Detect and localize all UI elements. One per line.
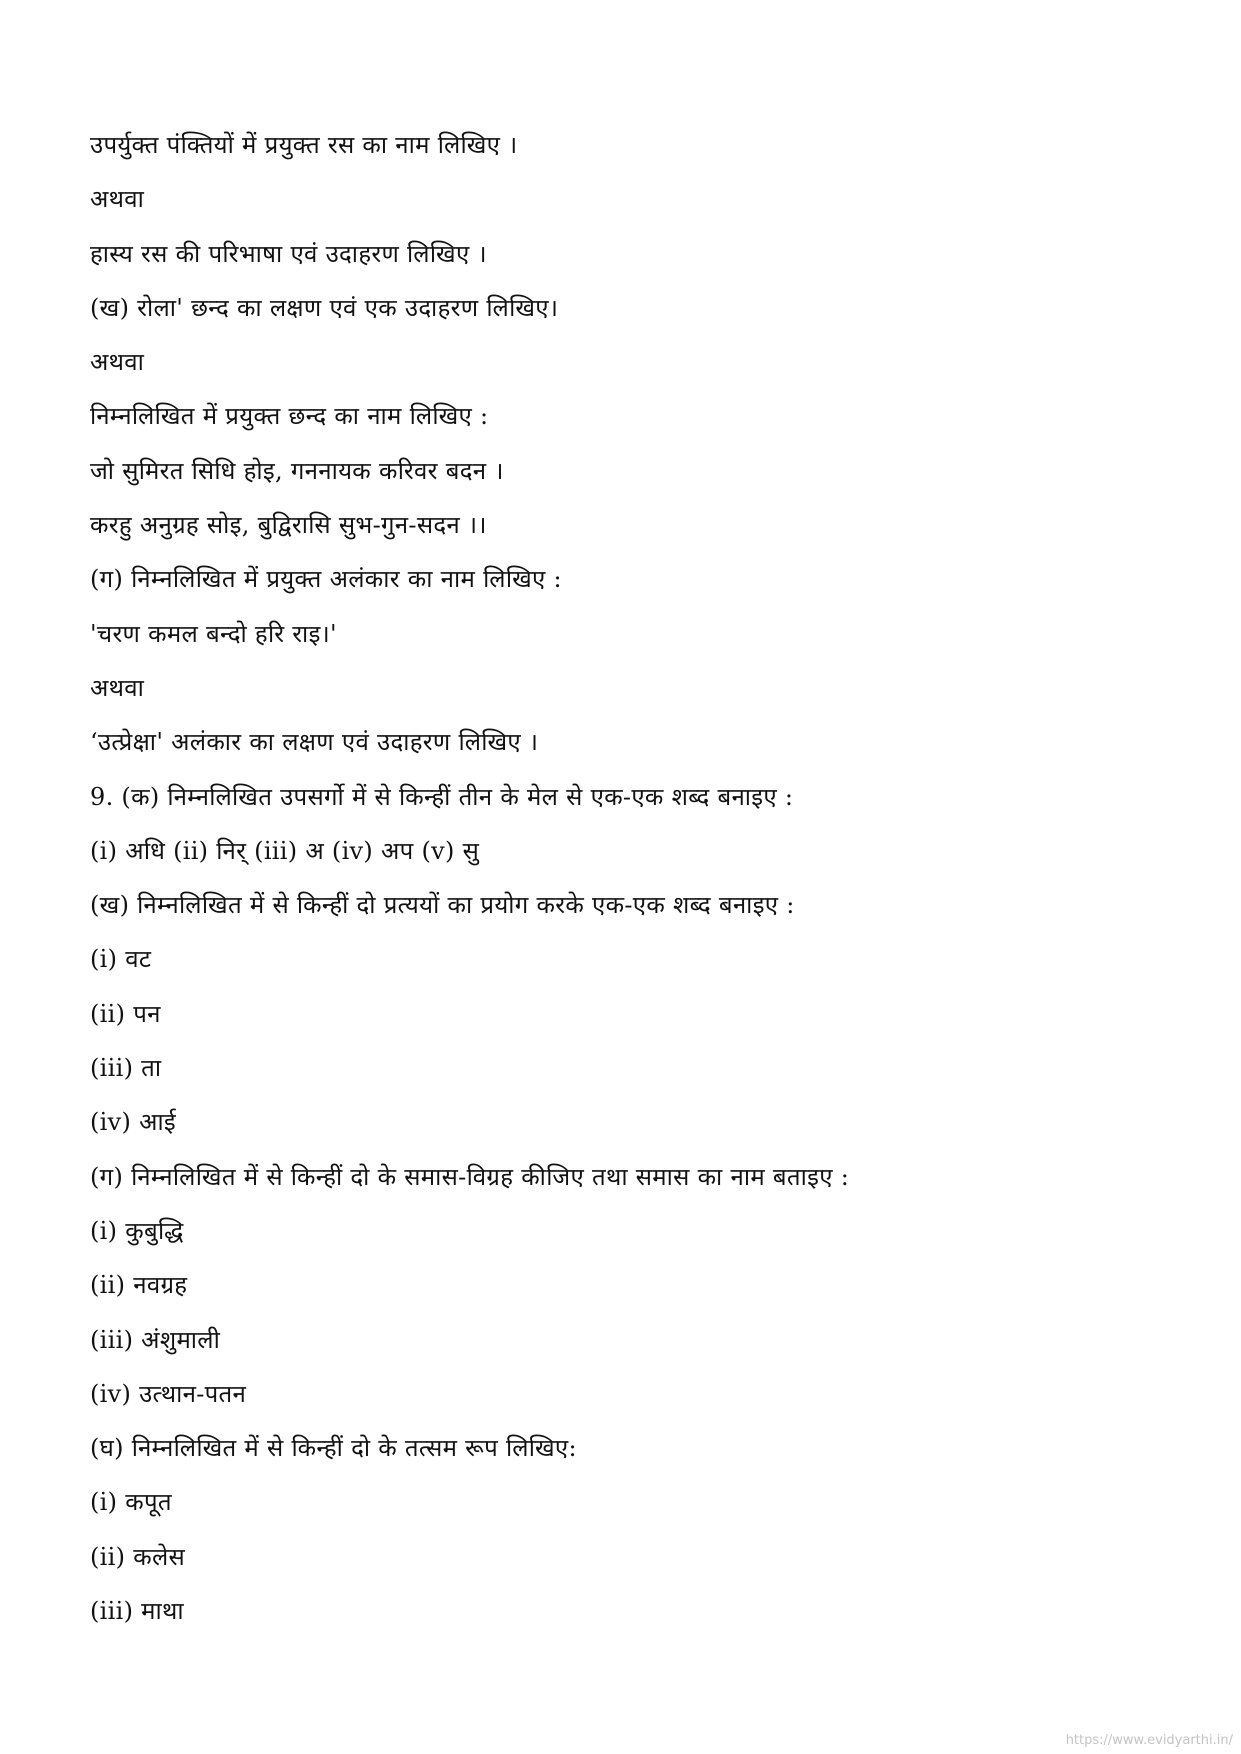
text-line: (i) कुबुद्धि — [90, 1216, 184, 1245]
text-line: (i) वट — [90, 945, 152, 974]
text-line: (ii) कलेस — [90, 1542, 186, 1571]
text-line: ‘उत्प्रेक्षा' अलंकार का लक्षण एवं उदाहरण लिखिए । — [90, 728, 539, 757]
question-text-lines — [90, 118, 1190, 1638]
text-line: उपर्युक्त पंक्तियों में प्रयुक्त रस का नाम लिखिए । — [90, 131, 518, 159]
text-line: (घ) निम्नलिखित में से किन्हीं दो के तत्सम रूप लिखिए: — [90, 1434, 577, 1463]
text-line: अथवा — [90, 185, 145, 214]
text-line: (ग) निम्नलिखित में प्रयुक्त अलंकार का नाम लिखिए : — [90, 565, 562, 594]
text-line: 9. (क) निम्नलिखित उपसर्गो में से किन्हीं तीन के मेल से एक-एक शब्द बनाइए : — [90, 782, 794, 811]
text-line: (iii) ता — [90, 1054, 162, 1083]
watermark-url: https://www.evidyarthi.in/ — [1065, 1733, 1233, 1748]
text-line: (iv) उत्थान-पतन — [90, 1379, 247, 1408]
text-line: (ख) रोला' छन्द का लक्षण एवं एक उदाहरण लिखिए। — [90, 293, 559, 322]
text-line: (iii) अंशुमाली — [90, 1325, 221, 1354]
text-line: (ii) नवग्रह — [90, 1271, 188, 1300]
text-line: निम्नलिखित में प्रयुक्त छन्द का नाम लिखिए : — [90, 402, 489, 431]
text-line: (i) कपूत — [90, 1488, 172, 1517]
text-line: हास्य रस की परिभाषा एवं उदाहरण लिखिए । — [90, 239, 487, 268]
text-line: (iii) माथा — [90, 1597, 184, 1626]
text-line: (iv) आई — [90, 1108, 177, 1137]
text-line: जो सुमिरत सिधि होइ, गननायक करिवर बदन । — [90, 456, 504, 485]
text-line: 'चरण कमल बन्दो हरि राइ।' — [90, 619, 337, 648]
text-line: अथवा — [90, 348, 145, 377]
text-line: करहु अनुग्रह सोइ, बुद्विरासि सुभ-गुन-सदन ।। — [90, 511, 487, 540]
text-line: (i) अधि (ii) निर् (iii) अ (iv) अप (v) सु — [90, 836, 480, 865]
text-line: (ग) निम्नलिखित में से किन्हीं दो के समास-विग्रह कीजिए तथा समास का नाम बताइए : — [90, 1162, 850, 1191]
text-line: अथवा — [90, 673, 145, 702]
text-line: (ii) पन — [90, 999, 161, 1028]
text-line: (ख) निम्नलिखित में से किन्हीं दो प्रत्ययों का प्रयोग करके एक-एक शब्द बनाइए : — [90, 891, 795, 920]
